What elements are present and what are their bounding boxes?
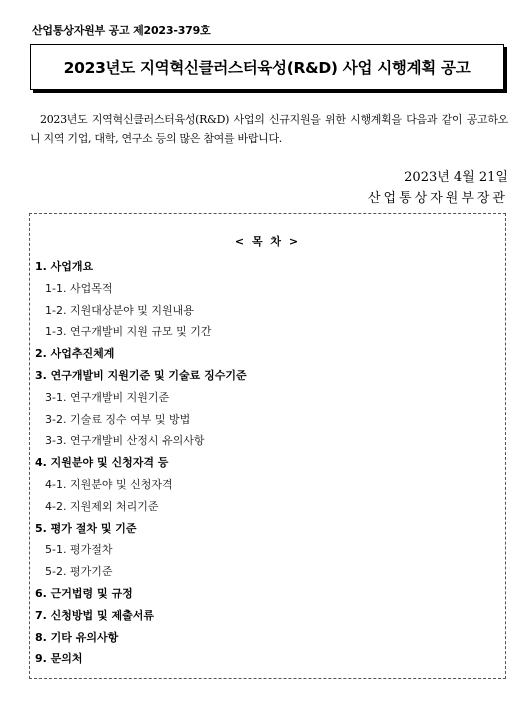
toc-heading: < 목 차 > [234, 235, 301, 248]
toc-item: 5. 평가 절차 및 기준 [35, 521, 137, 535]
toc-item: 3-1. 연구개발비 지원기준 [45, 390, 170, 404]
intro-paragraph: 2023년도 지역혁신클러스터육성(R&D) 사업의 신규지원을 위한 시행계획을 다음과 같이 공고하오니 지역 기업, 대학, 연구소 등의 많은 참여를 바랍니다. [30, 113, 508, 145]
toc-item: 3-2. 기술료 징수 여부 및 방법 [45, 412, 191, 426]
toc-item: 4-1. 지원분야 및 신청자격 [45, 477, 173, 491]
notice-number: 산업통상자원부 공고 제2023-379호 [32, 24, 211, 37]
toc-item: 1-1. 사업목적 [45, 281, 113, 295]
title-box [30, 44, 504, 90]
toc-item: 2. 사업추진체계 [35, 347, 115, 361]
toc-item: 8. 기타 유의사항 [35, 630, 119, 644]
toc-item: 7. 신청방법 및 제출서류 [35, 608, 154, 622]
toc-item: 1-2. 지원대상분야 및 지원내용 [45, 303, 194, 317]
toc-item: 9. 문의처 [35, 652, 83, 666]
announcement-date: 2023년 4월 21일 [404, 170, 508, 185]
toc-item: 5-2. 평가기준 [45, 565, 113, 579]
toc-list [35, 256, 500, 670]
toc-item: 4-2. 지원제외 처리기준 [45, 499, 159, 513]
issuer-name: 산업통상자원부장관 [367, 191, 508, 206]
toc-item: 3-3. 연구개발비 산정시 유의사항 [45, 434, 205, 448]
document-title: 2023년도 지역혁신클러스터육성(R&D) 사업 시행계획 공고 [63, 59, 471, 77]
table-of-contents [29, 213, 506, 679]
toc-item: 1-3. 연구개발비 지원 규모 및 기간 [45, 325, 212, 339]
toc-item: 1. 사업개요 [35, 260, 94, 273]
toc-item: 4. 지원분야 및 신청자격 등 [35, 456, 169, 470]
toc-item: 6. 근거법령 및 규정 [35, 586, 133, 600]
toc-item: 3. 연구개발비 지원기준 및 기술료 징수기준 [35, 368, 247, 382]
toc-item: 5-1. 평가절차 [45, 543, 113, 557]
